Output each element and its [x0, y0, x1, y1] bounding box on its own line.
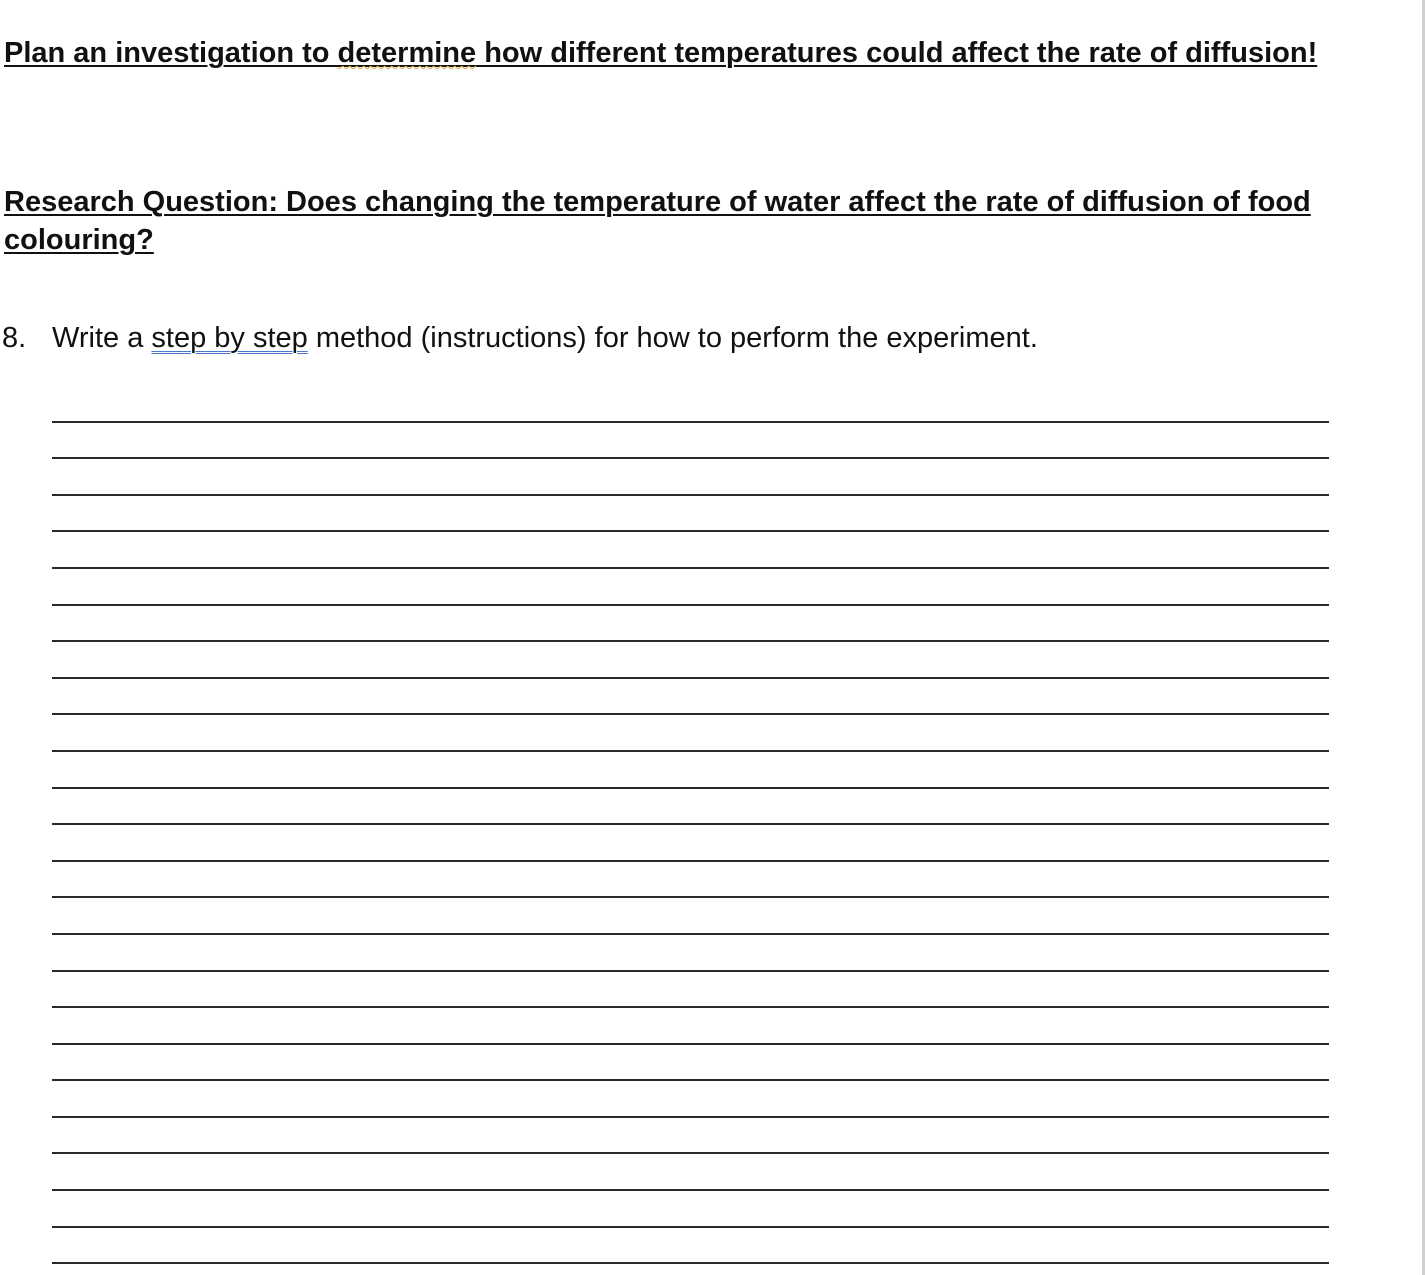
answer-line[interactable]	[52, 825, 1329, 862]
answer-line[interactable]	[52, 606, 1329, 643]
answer-line[interactable]	[52, 496, 1329, 533]
title-text-part2: how different temperatures could affect the rate of diffusion!	[476, 37, 1318, 69]
question-text-part1: Write a	[52, 322, 152, 354]
answer-line[interactable]	[52, 1228, 1329, 1265]
question-8	[2, 318, 1038, 358]
answer-line[interactable]	[52, 679, 1329, 716]
answer-line[interactable]	[52, 1118, 1329, 1155]
answer-line[interactable]	[52, 1154, 1329, 1191]
answer-line[interactable]	[52, 862, 1329, 899]
answer-line[interactable]	[52, 642, 1329, 679]
title-spellcheck-word: determine	[337, 37, 477, 69]
question-text-part2: method (instructions) for how to perform the experiment.	[307, 322, 1038, 354]
answer-line[interactable]	[52, 423, 1329, 460]
answer-line[interactable]	[52, 1081, 1329, 1118]
answer-line[interactable]	[52, 569, 1329, 606]
answer-lines[interactable]	[52, 386, 1329, 1264]
answer-line[interactable]	[52, 1191, 1329, 1228]
answer-line[interactable]	[52, 1008, 1329, 1045]
answer-line[interactable]	[52, 935, 1329, 972]
worksheet-title	[4, 34, 1334, 72]
answer-line[interactable]	[52, 789, 1329, 826]
answer-line[interactable]	[52, 715, 1329, 752]
answer-line[interactable]	[52, 1045, 1329, 1082]
answer-line[interactable]	[52, 752, 1329, 789]
answer-line[interactable]	[52, 972, 1329, 1009]
answer-line[interactable]	[52, 898, 1329, 935]
question-grammar-phrase: step by step	[151, 322, 308, 354]
question-number: 8.	[2, 322, 27, 354]
answer-line[interactable]	[52, 532, 1329, 569]
answer-line[interactable]	[52, 459, 1329, 496]
title-text-part1: Plan an investigation to	[4, 37, 338, 69]
research-question: Research Question: Does changing the temperature of water affect the rate of diffusion of food colouring?	[4, 186, 1311, 256]
answer-line[interactable]	[52, 386, 1329, 423]
